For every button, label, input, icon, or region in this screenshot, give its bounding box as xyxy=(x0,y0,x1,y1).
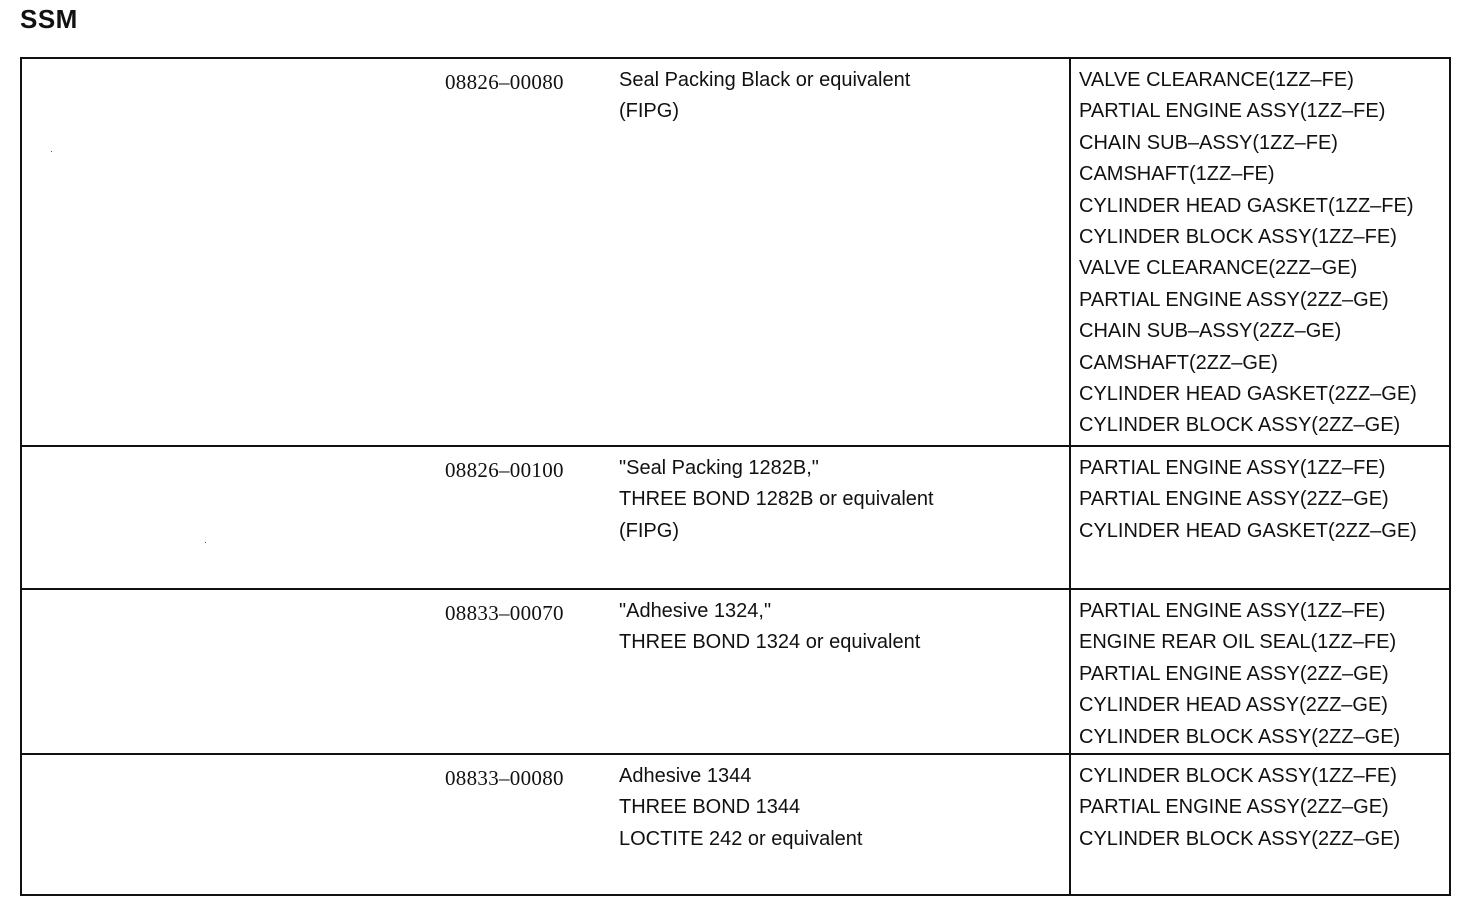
usage-item: ENGINE REAR OIL SEAL(1ZZ–FE) xyxy=(1079,631,1397,654)
ssm-table xyxy=(20,57,1451,896)
usage-item: CYLINDER HEAD GASKET(1ZZ–FE) xyxy=(1079,194,1414,217)
part-name xyxy=(619,761,862,855)
usage-item: CYLINDER BLOCK ASSY(2ZZ–GE) xyxy=(1079,414,1401,437)
scan-dot xyxy=(51,151,52,152)
part-name-line: Adhesive 1344 xyxy=(619,765,752,787)
page-title: SSM xyxy=(20,4,78,34)
part-number: 08833–00070 xyxy=(445,601,564,625)
usage-item: PARTIAL ENGINE ASSY(2ZZ–GE) xyxy=(1079,796,1389,819)
usage-item: PARTIAL ENGINE ASSY(1ZZ–FE) xyxy=(1079,457,1386,479)
part-number: 08833–00080 xyxy=(445,766,564,790)
usage-item: CYLINDER BLOCK ASSY(2ZZ–GE) xyxy=(1079,827,1401,850)
part-name-line: LOCTITE 242 or equivalent xyxy=(619,827,863,850)
scan-dot xyxy=(205,542,206,543)
part-name-line: THREE BOND 1344 xyxy=(619,796,801,819)
usage-item: CYLINDER HEAD GASKET(2ZZ–GE) xyxy=(1079,519,1417,542)
usage-item: CHAIN SUB–ASSY(1ZZ–FE) xyxy=(1079,131,1338,154)
usage-item: PARTIAL ENGINE ASSY(2ZZ–GE) xyxy=(1079,488,1389,511)
usage-item: PARTIAL ENGINE ASSY(2ZZ–GE) xyxy=(1079,288,1389,311)
table-row xyxy=(22,59,1449,445)
part-name-line: THREE BOND 1282B or equivalent xyxy=(619,488,934,511)
usage-item: CAMSHAFT(1ZZ–FE) xyxy=(1079,163,1275,186)
usage-list xyxy=(1079,596,1400,753)
table-row xyxy=(22,753,1449,894)
part-number: 08826–00080 xyxy=(445,70,564,94)
usage-item: PARTIAL ENGINE ASSY(1ZZ–FE) xyxy=(1079,600,1386,622)
part-name xyxy=(619,65,910,128)
part-number: 08826–00100 xyxy=(445,458,564,482)
usage-item: CAMSHAFT(2ZZ–GE) xyxy=(1079,351,1278,374)
part-name-line: (FIPG) xyxy=(619,100,679,123)
part-name xyxy=(619,453,934,547)
usage-item: CYLINDER HEAD GASKET(2ZZ–GE) xyxy=(1079,383,1417,406)
usage-item: CYLINDER HEAD ASSY(2ZZ–GE) xyxy=(1079,694,1388,717)
usage-item: VALVE CLEARANCE(1ZZ–FE) xyxy=(1079,69,1354,91)
usage-item: VALVE CLEARANCE(2ZZ–GE) xyxy=(1079,257,1358,280)
usage-item: CYLINDER BLOCK ASSY(2ZZ–GE) xyxy=(1079,725,1401,748)
part-name-line: "Adhesive 1324," xyxy=(619,600,772,622)
usage-item: PARTIAL ENGINE ASSY(2ZZ–GE) xyxy=(1079,662,1389,685)
usage-item: CYLINDER BLOCK ASSY(1ZZ–FE) xyxy=(1079,226,1397,249)
part-name xyxy=(619,596,920,659)
usage-item: CHAIN SUB–ASSY(2ZZ–GE) xyxy=(1079,320,1342,343)
usage-item: PARTIAL ENGINE ASSY(1ZZ–FE) xyxy=(1079,100,1386,123)
part-name-line: "Seal Packing 1282B," xyxy=(619,457,819,479)
usage-item: CYLINDER BLOCK ASSY(1ZZ–FE) xyxy=(1079,765,1397,787)
usage-list xyxy=(1079,761,1400,855)
table-row xyxy=(22,588,1449,753)
usage-list xyxy=(1079,453,1417,547)
part-name-line: Seal Packing Black or equivalent xyxy=(619,69,911,91)
usage-list xyxy=(1079,65,1417,442)
table-row xyxy=(22,445,1449,588)
part-name-line: (FIPG) xyxy=(619,519,679,542)
part-name-line: THREE BOND 1324 or equivalent xyxy=(619,631,921,654)
